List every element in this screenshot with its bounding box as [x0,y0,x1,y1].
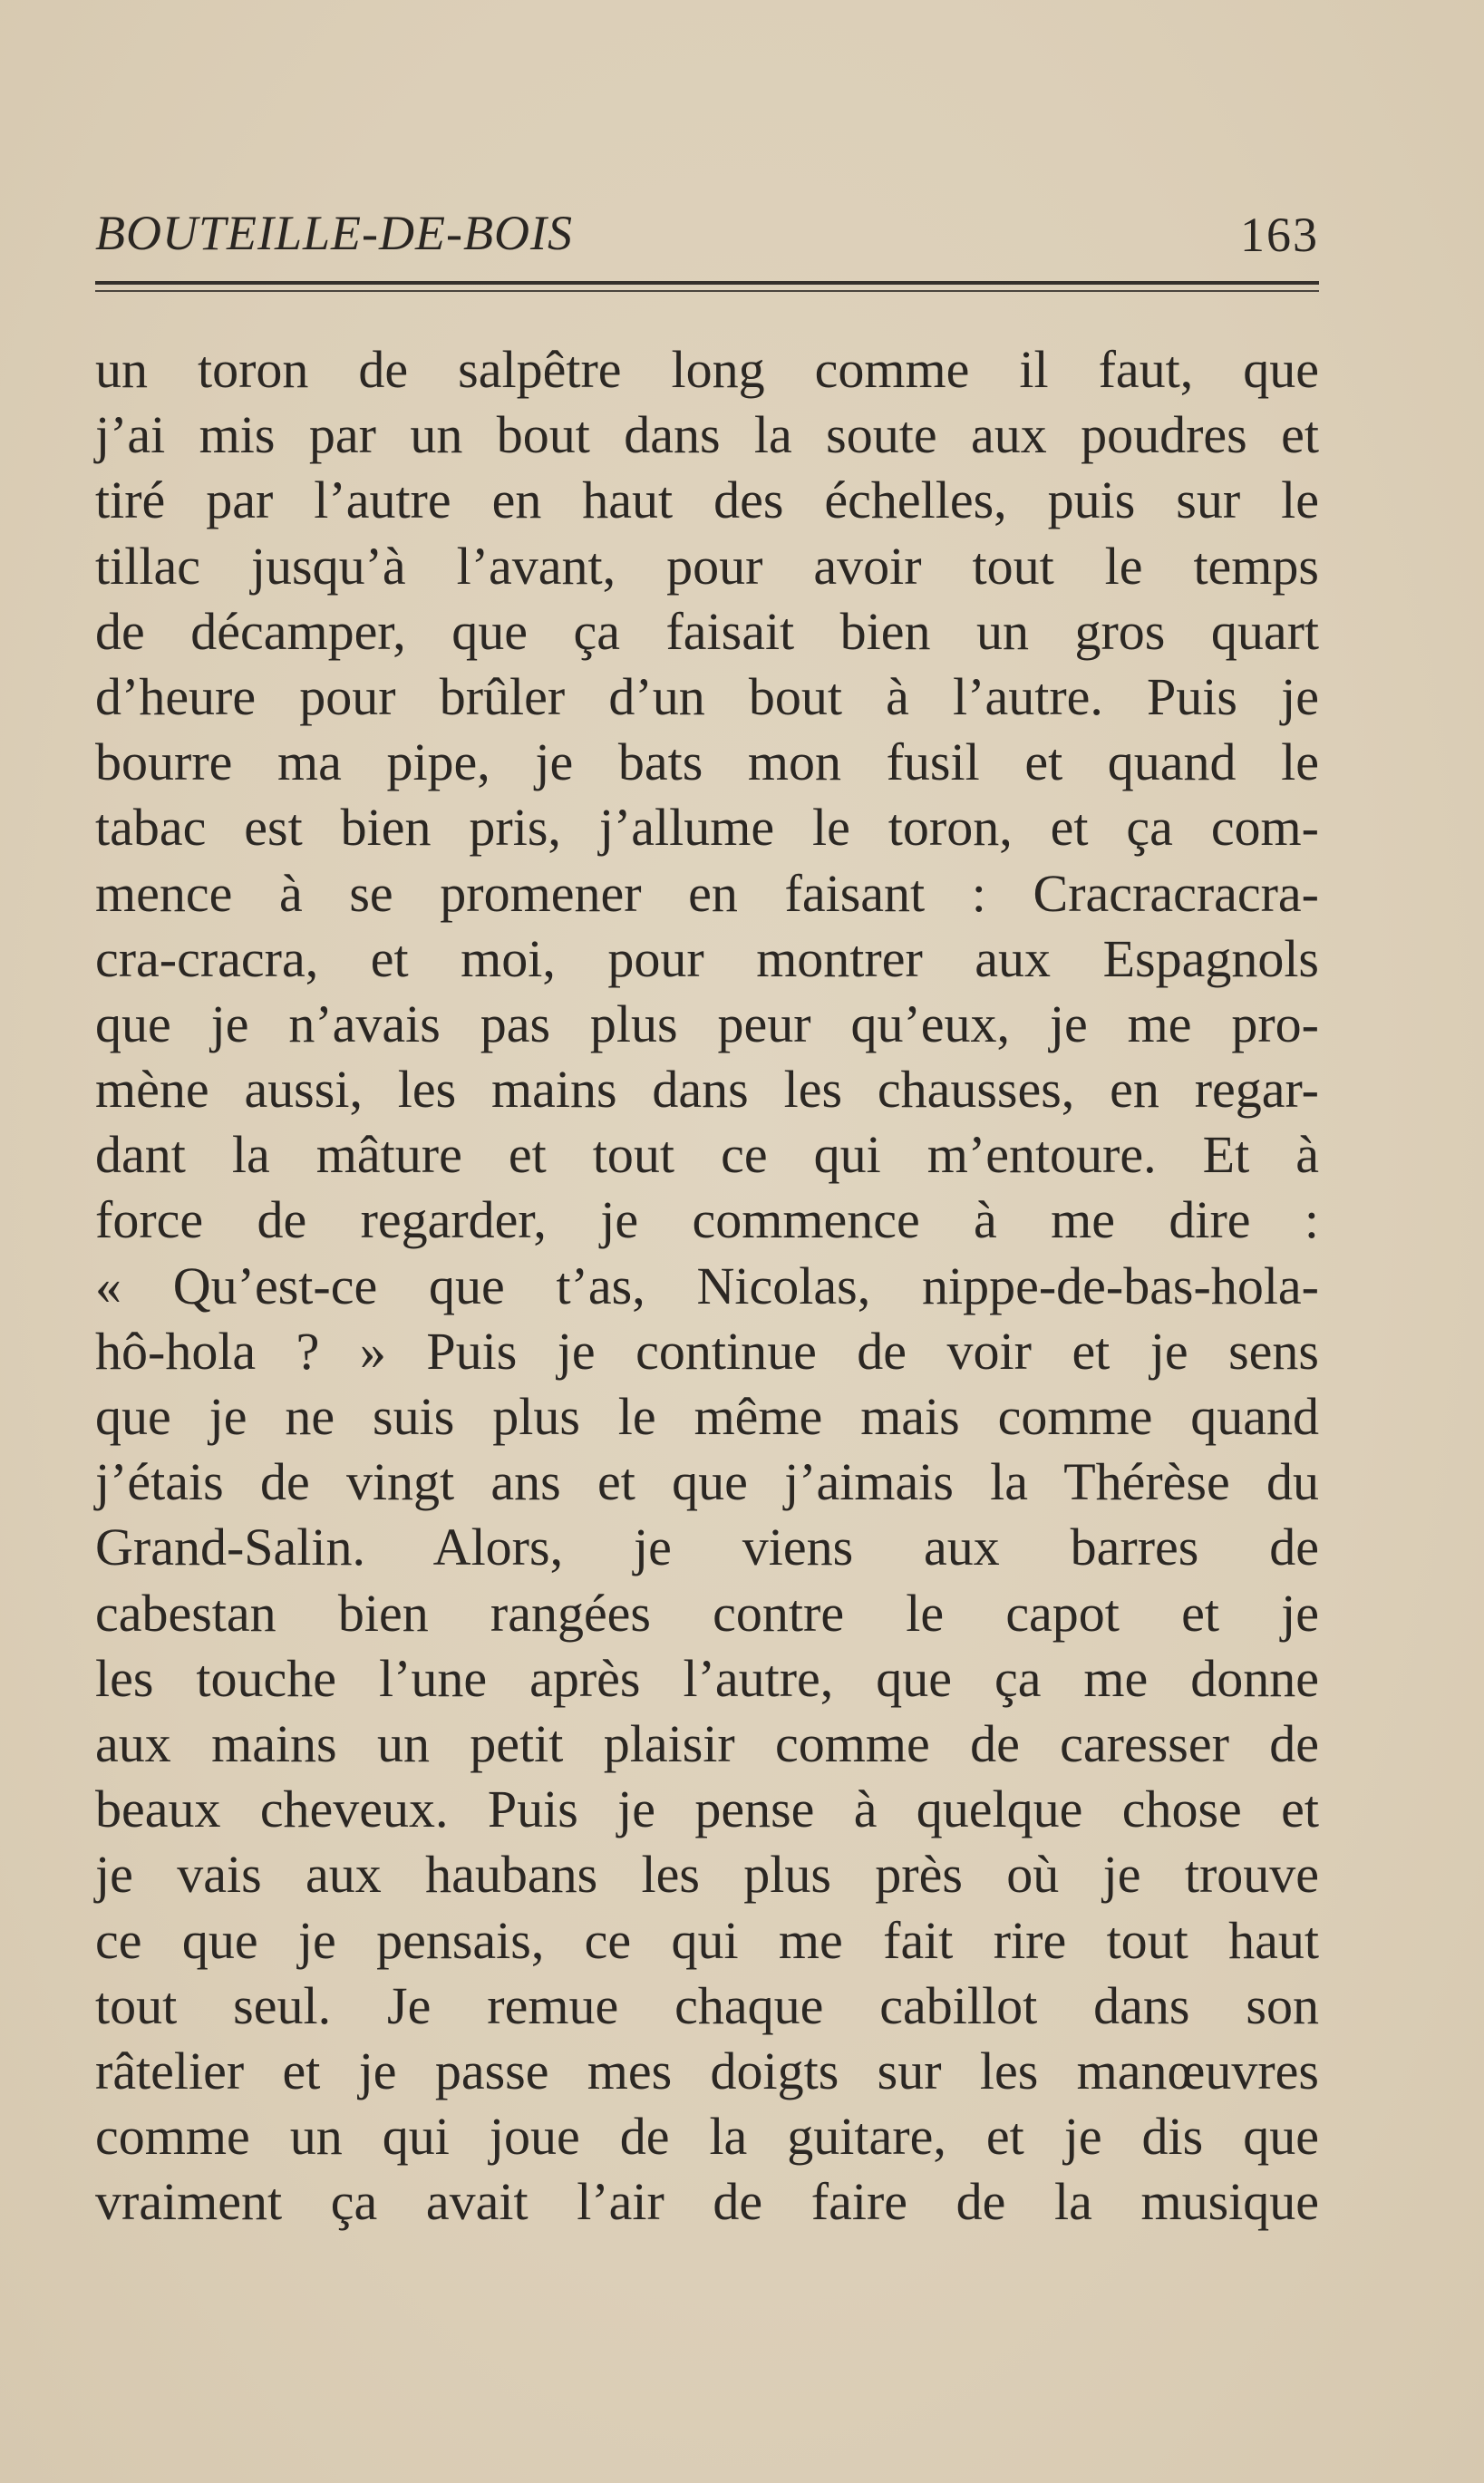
text-line: de décamper, que ça faisait bien un gros quart [95,601,1319,661]
text-line: mence à se promener en faisant : Cracracracra- [95,863,1319,923]
text-line: j’ai mis par un bout dans la soute aux poudres et [95,405,1319,465]
text-line: je vais aux haubans les plus près où je trouve [95,1845,1319,1905]
text-line: force de regarder, je commence à me dire : [95,1190,1319,1250]
text-line: Grand-Salin. Alors, je viens aux barres de [95,1518,1319,1577]
header-rule-thick [95,281,1319,285]
text-line: que je n’avais pas plus peur qu’eux, je me pro- [95,994,1319,1053]
text-line: beaux cheveux. Puis je pense à quelque chose et [95,1780,1319,1839]
text-line: que je ne suis plus le même mais comme quand [95,1387,1319,1446]
text-line: vraiment ça avait l’air de faire de la musique [95,2172,1319,2232]
text-line: cabestan bien rangées contre le capot et je [95,1583,1319,1643]
text-line: râtelier et je passe mes doigts sur les manœuvres [95,2041,1319,2100]
text-line: comme un qui joue de la guitare, et je dis que [95,2107,1319,2167]
text-line: bourre ma pipe, je bats mon fusil et quand le [95,732,1319,792]
text-line: tillac jusqu’à l’avant, pour avoir tout le temps [95,536,1319,596]
page-number: 163 [1240,208,1319,262]
running-head [95,201,1319,265]
text-line: aux mains un petit plaisir comme de caresser de [95,1713,1319,1773]
text-line: ce que je pensais, ce qui me fait rire tout haut [95,1910,1319,1970]
header-rule-thin [95,290,1319,292]
text-line: « Qu’est-ce que t’as, Nicolas, nippe-de-bas-hola- [95,1256,1319,1315]
text-line: hô-hola ? » Puis je continue de voir et je sens [95,1321,1319,1381]
text-line: tabac est bien pris, j’allume le toron, et ça com- [95,798,1319,858]
text-line: d’heure pour brûler d’un bout à l’autre. Puis je [95,666,1319,726]
text-line: les touche l’une après l’autre, que ça me donne [95,1648,1319,1708]
text-line: cra-cracra, et moi, pour montrer aux Espagnols [95,928,1319,988]
text-line: tiré par l’autre en haut des échelles, puis sur le [95,470,1319,530]
text-line: j’étais de vingt ans et que j’aimais la Thérèse du [95,1452,1319,1512]
body-text [95,337,1319,2235]
text-line: mène aussi, les mains dans les chausses, en regar- [95,1060,1319,1120]
text-line: un toron de salpêtre long comme il faut, que [95,340,1319,399]
running-title: BOUTEILLE-DE-BOIS [95,206,573,260]
text-line: tout seul. Je remue chaque cabillot dans son [95,1975,1319,2035]
text-line: dant la mâture et tout ce qui m’entoure. Et à [95,1125,1319,1185]
